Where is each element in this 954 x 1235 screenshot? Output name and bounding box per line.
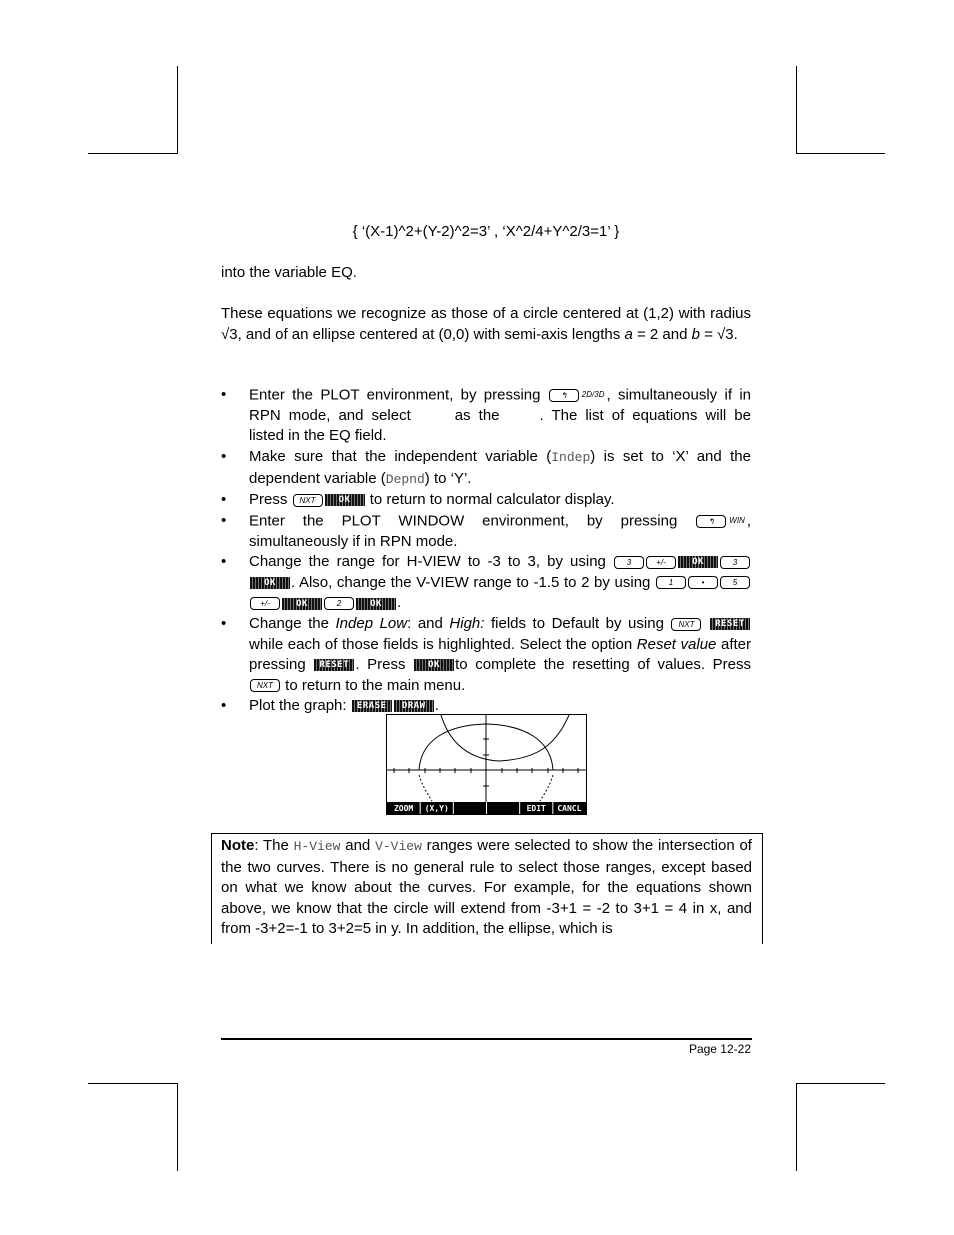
ok-softkey: OK [678,556,718,568]
list-item: • Make sure that the independent variable (Indep) is set to ‘X’ and the dependent variable (Depnd) to ‘Y’. [221,447,751,490]
crop-mark [796,66,797,154]
ok-softkey: OK [356,598,396,610]
key-3: 3 [614,556,644,569]
crop-mark [796,1083,885,1084]
menu-label: (X,Y) [424,804,449,813]
note-text: Note: The H-View and V-View ranges were selected to show the intersection of the two curves. There is no general rule to select those ranges, except based on what we know about the curves. For example, for the equations shown above, we know that the circle will extend from -3+1 = -2 to 3+1 = 4 in x, and from -3+2=-1 to 3+2=5 in y. In addition, the ellipse, which is [221,837,752,938]
circle-arc [441,715,569,761]
calculator-plot-screen [386,714,587,815]
footer-rule [221,1038,752,1040]
crop-mark [796,153,885,154]
ok-softkey: OK [325,494,365,506]
ok-softkey: OK [250,577,290,589]
crop-mark [88,1083,177,1084]
plus-minus-key: +/- [250,597,280,610]
nxt-key: NXT [671,618,701,631]
nxt-key: NXT [250,679,280,692]
list-item: • Plot the graph: ERASE DRAW . [221,696,751,717]
crop-mark [88,153,177,154]
ellipse-lower-left [419,775,432,801]
ok-softkey: OK [414,659,454,671]
list-item: • Change the range for H-VIEW to -3 to 3, by using 3 +/- OK 3OK . Also, change the V-VIEW range to -1.5 to 2 by using 1 • 5+/- OK 2 OK . [221,552,751,614]
list-item: • Enter the PLOT environment, by pressing ↰ 2D/3D , simultaneously if in RPN mode, and select as the . The list of equations will be listed in the EQ field. [221,385,751,447]
plot-graphic [387,715,586,814]
crop-mark [796,1083,797,1171]
list-item: • Press NXT OK to return to normal calculator display. [221,490,751,511]
page-number: Page 12-22 [688,1042,751,1056]
nxt-key: NXT [293,494,323,507]
win-key-label: WIN [729,515,745,525]
reset-softkey: RESET [314,659,354,671]
intro-text: into the variable EQ. [221,264,357,281]
crop-mark [177,1083,178,1171]
menu-label: ZOOM [393,804,414,813]
crop-mark [177,66,178,154]
erase-softkey: ERASE [352,700,392,712]
ellipse-lower-right [540,775,553,801]
key-5: 5 [720,576,750,589]
plus-minus-key: +/- [646,556,676,569]
description-paragraph: These equations we recognize as those of a circle centered at (1,2) with radius √3, and of an ellipse centered at (0,0) with semi-axis lengths a = 2 and b = √3. [221,305,751,343]
left-shift-key: ↰ [549,389,579,402]
2d3d-key-label: 2D/3D [581,390,605,399]
instruction-list [221,385,751,717]
decimal-point-key: • [688,576,718,589]
indep-variable: Indep [551,450,591,466]
left-shift-key: ↰ [696,515,726,528]
key-1: 1 [656,576,686,589]
key-3: 3 [720,556,750,569]
hview-term: H-View [293,839,341,854]
menu-label: EDIT [526,804,546,813]
depnd-variable: Depnd [385,471,425,487]
key-2: 2 [324,597,354,610]
vview-term: V-View [375,839,422,854]
equation-list: { ‘(X-1)^2+(Y-2)^2=3’ , ‘X^2/4+Y^2/3=1’ } [352,223,620,240]
list-item: • Change the Indep Low: and High: fields to Default by using NXT RESET while each of those fields is highlighted. Select the option Reset value after pressing RESET . Press OK to complete the resetting of values. Press NXT to return to the main menu. [221,614,751,696]
reset-softkey: RESET [710,618,750,630]
draw-softkey: DRAW [394,700,434,712]
list-item: • Enter the PLOT WINDOW environment, by pressing ↰ WIN , simultaneously if in RPN mode. [221,511,751,552]
ok-softkey: OK [282,598,322,610]
menu-label: CANCL [557,804,582,813]
note-box [211,833,763,944]
